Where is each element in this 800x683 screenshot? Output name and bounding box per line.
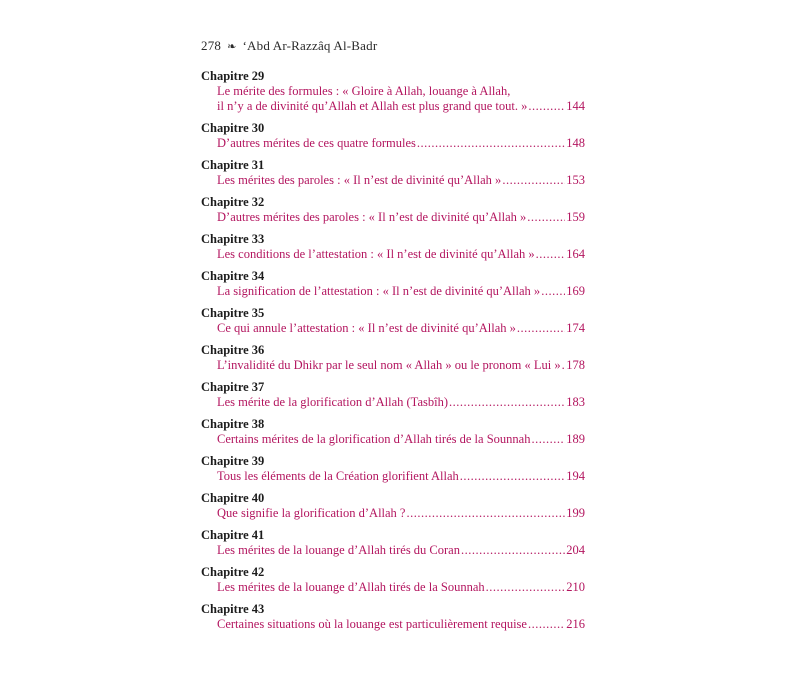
toc-entry bbox=[201, 417, 585, 447]
toc-entry bbox=[201, 158, 585, 188]
page-number: 278 bbox=[201, 38, 222, 53]
dot-leader bbox=[460, 469, 565, 484]
dot-leader bbox=[406, 506, 565, 521]
chapter-title-line bbox=[201, 580, 585, 595]
chapter-title-line bbox=[201, 136, 585, 151]
chapter-page-number: 199 bbox=[566, 506, 585, 520]
chapter-label: Chapitre 32 bbox=[201, 195, 265, 209]
chapter-label: Chapitre 41 bbox=[201, 528, 265, 542]
chapter-title-line bbox=[201, 247, 585, 262]
dot-leader bbox=[528, 617, 565, 632]
chapter-label: Chapitre 37 bbox=[201, 380, 265, 394]
toc-entry bbox=[201, 565, 585, 595]
toc-entry bbox=[201, 269, 585, 299]
chapter-page-number: 194 bbox=[566, 469, 585, 483]
chapter-label: Chapitre 29 bbox=[201, 69, 265, 83]
chapter-title: Le mérite des formules : « Gloire à Allah, louange à Allah, bbox=[217, 84, 511, 98]
chapter-label: Chapitre 34 bbox=[201, 269, 265, 283]
chapter-page-number: 148 bbox=[566, 136, 585, 150]
chapter-page-number: 153 bbox=[566, 173, 585, 187]
chapter-title: Ce qui annule l’attestation : « Il n’est de divinité qu’Allah » bbox=[217, 321, 516, 335]
chapter-title-line bbox=[201, 84, 585, 99]
chapter-page-number: 183 bbox=[566, 395, 585, 409]
toc-entry bbox=[201, 454, 585, 484]
chapter-title: Certaines situations où la louange est particulièrement requise bbox=[217, 617, 527, 631]
dot-leader bbox=[449, 395, 565, 410]
chapter-title-line bbox=[201, 99, 585, 114]
chapter-label: Chapitre 43 bbox=[201, 602, 265, 616]
chapter-title-line bbox=[201, 432, 585, 447]
chapter-title: Que signifie la glorification d’Allah ? bbox=[217, 506, 406, 520]
chapter-title-line bbox=[201, 284, 585, 299]
chapter-title-line bbox=[201, 617, 585, 632]
toc-entry bbox=[201, 380, 585, 410]
toc-entry bbox=[201, 602, 585, 632]
chapter-title-line bbox=[201, 506, 585, 521]
dot-leader bbox=[461, 543, 565, 558]
dot-leader bbox=[562, 358, 566, 373]
chapter-page-number: 189 bbox=[566, 432, 585, 446]
chapter-label: Chapitre 42 bbox=[201, 565, 265, 579]
chapter-label: Chapitre 35 bbox=[201, 306, 265, 320]
chapter-page-number: 169 bbox=[566, 284, 585, 298]
chapter-label: Chapitre 31 bbox=[201, 158, 265, 172]
toc-entry bbox=[201, 306, 585, 336]
chapter-title: L’invalidité du Dhikr par le seul nom « Allah » ou le pronom « Lui » bbox=[217, 358, 561, 372]
running-header bbox=[201, 38, 377, 54]
chapter-title: La signification de l’attestation : « Il n’est de divinité qu’Allah » bbox=[217, 284, 541, 298]
chapter-page-number: 216 bbox=[566, 617, 585, 631]
dot-leader bbox=[502, 173, 565, 188]
chapter-title-line bbox=[201, 321, 585, 336]
toc-entry bbox=[201, 69, 585, 114]
chapter-title: Les mérites des paroles : « Il n’est de divinité qu’Allah » bbox=[217, 173, 502, 187]
dot-leader bbox=[417, 136, 565, 151]
chapter-label: Chapitre 40 bbox=[201, 491, 265, 505]
dot-leader bbox=[528, 99, 565, 114]
table-of-contents bbox=[201, 69, 585, 639]
chapter-title: Les mérites de la louange d’Allah tirés de la Sounnah bbox=[217, 580, 485, 594]
chapter-title: Tous les éléments de la Création glorifient Allah bbox=[217, 469, 459, 483]
toc-entry bbox=[201, 528, 585, 558]
dot-leader bbox=[486, 580, 566, 595]
chapter-title: Les mérites de la louange d’Allah tirés du Coran bbox=[217, 543, 460, 557]
chapter-title-line bbox=[201, 173, 585, 188]
toc-entry bbox=[201, 195, 585, 225]
chapter-title: Les conditions de l’attestation : « Il n’est de divinité qu’Allah » bbox=[217, 247, 535, 261]
chapter-title-line bbox=[201, 210, 585, 225]
chapter-title: Les mérite de la glorification d’Allah (Tasbîh) bbox=[217, 395, 448, 409]
chapter-page-number: 164 bbox=[566, 247, 585, 261]
chapter-page-number: 204 bbox=[566, 543, 585, 557]
chapter-label: Chapitre 38 bbox=[201, 417, 265, 431]
ornament-icon: ❧ bbox=[227, 40, 237, 53]
toc-entry bbox=[201, 121, 585, 151]
chapter-title-line bbox=[201, 469, 585, 484]
chapter-page-number: 210 bbox=[566, 580, 585, 594]
chapter-page-number: 174 bbox=[566, 321, 585, 335]
toc-entry bbox=[201, 232, 585, 262]
chapter-page-number: 178 bbox=[566, 358, 585, 372]
chapter-page-number: 159 bbox=[566, 210, 585, 224]
chapter-title: il n’y a de divinité qu’Allah et Allah est plus grand que tout. » bbox=[217, 99, 528, 113]
chapter-page-number: 144 bbox=[566, 99, 585, 113]
dot-leader bbox=[541, 284, 565, 299]
chapter-title: Certains mérites de la glorification d’Allah tirés de la Sounnah bbox=[217, 432, 531, 446]
chapter-title: D’autres mérites de ces quatre formules bbox=[217, 136, 416, 150]
toc-entry bbox=[201, 491, 585, 521]
dot-leader bbox=[531, 432, 565, 447]
chapter-title: D’autres mérites des paroles : « Il n’est de divinité qu’Allah » bbox=[217, 210, 527, 224]
running-header-author: ‘Abd Ar-Razzâq Al-Badr bbox=[242, 38, 378, 53]
chapter-label: Chapitre 33 bbox=[201, 232, 265, 246]
dot-leader bbox=[536, 247, 566, 262]
chapter-title-line bbox=[201, 395, 585, 410]
dot-leader bbox=[517, 321, 565, 336]
chapter-label: Chapitre 30 bbox=[201, 121, 265, 135]
chapter-label: Chapitre 36 bbox=[201, 343, 265, 357]
dot-leader bbox=[527, 210, 565, 225]
toc-entry bbox=[201, 343, 585, 373]
chapter-title-line bbox=[201, 358, 585, 373]
chapter-label: Chapitre 39 bbox=[201, 454, 265, 468]
chapter-title-line bbox=[201, 543, 585, 558]
